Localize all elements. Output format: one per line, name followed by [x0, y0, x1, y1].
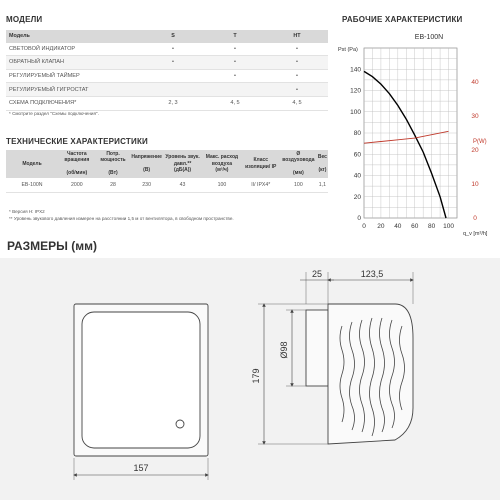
- cell-t: 4, 5: [204, 96, 266, 110]
- diameter-label: Ø98: [279, 341, 289, 359]
- tech-header-noise: [163, 150, 202, 178]
- height-label: 179: [251, 368, 261, 384]
- tech-cell-noise: 43: [163, 178, 202, 193]
- tech-header-power-label: Потр. мощность: [100, 151, 126, 164]
- tech-header-diameter: [280, 150, 317, 178]
- cell-s: •: [142, 43, 204, 56]
- tech-cell-diameter: 100: [280, 178, 317, 193]
- tech-header-speed-label: Частота вращения: [64, 151, 90, 164]
- cell-t: •: [204, 56, 266, 70]
- tech-note-1: * Версия H: IPX2: [9, 209, 45, 214]
- y-tick-label: 100: [350, 108, 361, 116]
- cell-s: [142, 83, 204, 97]
- tech-unit-diameter: (мм): [293, 170, 304, 177]
- width-label: 157: [133, 463, 149, 473]
- side-view: [251, 269, 413, 444]
- tech-unit-power: (Вт): [108, 170, 118, 177]
- table-row: [6, 96, 328, 110]
- models-table: [6, 30, 328, 111]
- chart-ylabel: Pst (Pa): [338, 47, 358, 53]
- y-tick-label: 20: [353, 193, 361, 201]
- table-row: [6, 56, 328, 70]
- y-tick-label: 80: [353, 130, 361, 137]
- table-row: [6, 69, 328, 83]
- tech-header-model: Модель: [6, 150, 58, 178]
- tech-table: [6, 150, 328, 193]
- models-header-s: S: [142, 30, 204, 43]
- tech-cell-speed: 2000: [58, 178, 96, 193]
- cell-t: •: [204, 43, 266, 56]
- tech-cell-voltage: 230: [130, 178, 162, 193]
- tech-header-ip: [242, 150, 280, 178]
- dimensions-title: РАЗМЕРЫ (мм): [7, 239, 97, 253]
- tech-cell-model: EB-100N: [6, 178, 58, 193]
- chart-xlabel: q_v [m³/h]: [463, 231, 488, 237]
- cell-s: 2, 3: [142, 96, 204, 110]
- table-row: [6, 83, 328, 97]
- x-tick-label: 20: [377, 223, 385, 230]
- tech-unit-speed: (об/мин): [66, 170, 88, 177]
- front-view: [74, 304, 208, 480]
- tech-header-speed: [58, 150, 96, 178]
- y-tick-label: 140: [350, 66, 361, 74]
- chart-title: EB-100N: [414, 34, 444, 41]
- x-tick-label: 100: [443, 223, 454, 230]
- tech-header-voltage-label: Напряжение: [131, 154, 162, 161]
- dimension-drawing: [0, 258, 500, 500]
- tech-header-noise-label: Уровень звук. давл.**: [165, 154, 200, 167]
- cell-t: •: [204, 69, 266, 83]
- cell-ht: •: [266, 83, 328, 97]
- chart-y2-ticks: [471, 79, 479, 222]
- row-label: ОБРАТНЫЙ КЛАПАН: [6, 56, 142, 70]
- models-title: МОДЕЛИ: [6, 15, 43, 24]
- tech-note-2: ** Уровень звукового давления измерен на расстоянии 1,5 м от вентилятора, в свободном пространстве.: [9, 216, 234, 221]
- chart-y2label: P(W): [473, 139, 487, 145]
- tech-cell-weight: 1,1: [317, 178, 328, 193]
- cell-ht: •: [266, 56, 328, 70]
- tech-title: ТЕХНИЧЕСКИЕ ХАРАКТЕРИСТИКИ: [6, 137, 148, 146]
- tech-header-weight-label: Вес: [317, 154, 327, 161]
- tech-unit-weight: (кг): [318, 167, 327, 174]
- y-tick-label: 40: [353, 172, 361, 180]
- models-header-model: Модель: [6, 30, 142, 43]
- x-tick-label: 40: [394, 223, 402, 230]
- models-header-t: T: [204, 30, 266, 43]
- tech-cell-flow: 100: [202, 178, 241, 193]
- y-tick-label: 0: [357, 215, 361, 222]
- tech-unit-noise: (дБ(А)): [174, 167, 192, 174]
- chart-y-ticks: [350, 66, 361, 222]
- x-tick-label: 0: [362, 223, 366, 230]
- y2-tick-label: 40: [471, 79, 479, 86]
- x-tick-label: 80: [428, 223, 436, 230]
- cell-s: •: [142, 56, 204, 70]
- tech-unit-flow: (м³/ч): [215, 167, 229, 174]
- y2-tick-label: 30: [471, 113, 479, 120]
- tech-header-flow-label: Макс. расход воздуха: [205, 154, 239, 167]
- tech-header-diameter-label: Ø воздуховода: [282, 151, 315, 164]
- duct-spigot: [306, 310, 328, 386]
- y2-tick-label: 0: [473, 215, 477, 222]
- models-note: * Смотрите раздел "Схемы подключения".: [9, 111, 99, 116]
- x-tick-label: 60: [411, 223, 419, 230]
- chart-grid: [364, 48, 457, 218]
- y-tick-label: 60: [353, 151, 361, 159]
- cell-ht: •: [266, 69, 328, 83]
- row-label: РЕГУЛИРУЕМЫЙ ТАЙМЕР: [6, 69, 142, 83]
- y-tick-label: 120: [350, 87, 361, 95]
- tech-header-flow: [202, 150, 241, 178]
- table-row: [6, 43, 328, 56]
- spigot-label: 25: [311, 269, 323, 279]
- tech-header-weight: [317, 150, 328, 178]
- depth-label: 123,5: [360, 269, 384, 279]
- chart-x-ticks: [362, 223, 454, 230]
- tech-cell-ip: II/ IPX4*: [242, 178, 280, 193]
- cell-ht: 4, 5: [266, 96, 328, 110]
- cell-t: [204, 83, 266, 97]
- models-header-ht: HT: [266, 30, 328, 43]
- chart-section-title: РАБОЧИЕ ХАРАКТЕРИСТИКИ: [342, 15, 463, 24]
- series-line-pressure: [364, 71, 446, 218]
- cell-s: [142, 69, 204, 83]
- tech-cell-power: 28: [96, 178, 131, 193]
- cell-ht: •: [266, 43, 328, 56]
- performance-chart: [330, 28, 500, 250]
- y2-tick-label: 10: [471, 181, 479, 188]
- y2-tick-label: 20: [471, 147, 479, 154]
- tech-header-power: [96, 150, 131, 178]
- tech-header-voltage: [130, 150, 162, 178]
- row-label: РЕГУЛИРУЕМЫЙ ГИГРОСТАТ: [6, 83, 142, 97]
- table-row: [6, 178, 328, 193]
- tech-header-ip-label: Класс изоляции/ IP: [245, 157, 277, 170]
- tech-unit-voltage: (В): [143, 167, 151, 174]
- row-label: СХЕМА ПОДКЛЮЧЕНИЯ*: [6, 96, 142, 110]
- row-label: СВЕТОВОЙ ИНДИКАТОР: [6, 43, 142, 56]
